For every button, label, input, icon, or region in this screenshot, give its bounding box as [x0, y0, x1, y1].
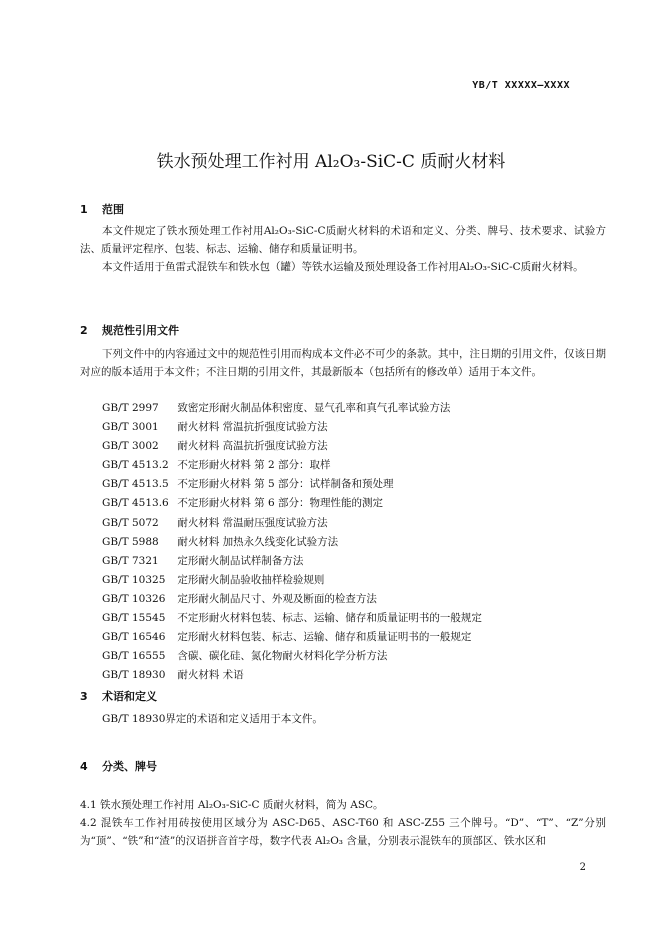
ref-title: 定形耐火制品试样制备方法 — [177, 554, 304, 567]
section-1-heading — [80, 201, 124, 217]
ref-title: 不定形耐火材料 第 6 部分：物理性能的测定 — [177, 497, 384, 510]
list-item — [102, 666, 482, 685]
ref-title: 不定形耐火材料 第 2 部分：取样 — [177, 459, 331, 472]
ref-title: 定形耐火材料包装、标志、运输、储存和质量证明书的一般规定 — [177, 631, 472, 644]
ref-code: GB/T 15545 — [102, 612, 166, 625]
ref-title: 定形耐火制品验收抽样检验规则 — [177, 573, 325, 586]
ref-code: GB/T 5072 — [102, 516, 159, 529]
section-2-heading — [80, 322, 179, 338]
section-2-body — [80, 345, 606, 381]
ref-code: GB/T 16555 — [102, 650, 166, 663]
ref-code: GB/T 4513.5 — [102, 478, 169, 491]
section-number: 2 — [80, 324, 88, 337]
section-3-body — [80, 710, 606, 728]
reference-list — [102, 399, 482, 685]
paragraph: 4.1 铁水预处理工作衬用 Al₂O₃-SiC-C 质耐火材料，简为 ASC。 — [80, 799, 384, 811]
list-item — [102, 552, 482, 571]
list-item — [102, 494, 482, 513]
paragraph: 4.2 混铁车工作衬用砖按使用区域分为 ASC-D65、ASC-T60 和 ASC-Z55 三个牌号。“D”、“T”、“Z”分别为“顶”、“铁”和“渣”的汉语拼音首字母，数字代表 Al₂O₃ 含量，分别表示混铁车的顶部区、铁水区和 — [80, 817, 606, 847]
ref-title: 致密定形耐火制品体积密度、显气孔率和真气孔率试验方法 — [177, 402, 451, 414]
list-item — [102, 609, 482, 628]
section-4-body — [80, 796, 606, 850]
ref-title: 耐火材料 常温抗折强度试验方法 — [177, 421, 328, 434]
section-number: 1 — [80, 203, 88, 216]
list-item — [102, 571, 482, 590]
ref-title: 不定形耐火材料包装、标志、运输、储存和质量证明书的一般规定 — [177, 612, 482, 625]
ref-code: GB/T 3002 — [102, 440, 159, 453]
section-title: 术语和定义 — [102, 690, 157, 703]
list-item — [102, 590, 482, 609]
section-title: 分类、牌号 — [102, 760, 157, 773]
ref-code: GB/T 10326 — [102, 592, 166, 605]
paragraph: GB/T 18930界定的术语和定义适用于本文件。 — [102, 713, 323, 725]
section-3-heading — [80, 688, 157, 704]
page-number: 2 — [579, 862, 586, 873]
document-title: 铁水预处理工作衬用 Al₂O₃-SiC-C 质耐火材料 — [156, 152, 506, 172]
list-item — [102, 647, 482, 666]
ref-title: 耐火材料 加热永久线变化试验方法 — [177, 535, 339, 548]
section-number: 4 — [80, 760, 88, 773]
section-title: 范围 — [102, 203, 124, 216]
ref-title: 定形耐火制品尺寸、外观及断面的检查方法 — [177, 592, 377, 605]
list-item — [102, 475, 482, 494]
ref-code: GB/T 4513.2 — [102, 459, 169, 472]
ref-code: GB/T 16546 — [102, 631, 166, 644]
ref-code: GB/T 2997 — [102, 402, 159, 414]
ref-title: 耐火材料 高温抗折强度试验方法 — [177, 440, 328, 453]
ref-title: 耐火材料 术语 — [177, 669, 244, 682]
ref-code: GB/T 18930 — [102, 669, 166, 682]
ref-title: 含碳、碳化硅、氮化物耐火材料化学分析方法 — [177, 650, 388, 663]
ref-code: GB/T 3001 — [102, 421, 159, 434]
ref-title: 不定形耐火材料 第 5 部分：试样制备和预处理 — [177, 478, 394, 491]
list-item — [102, 456, 482, 475]
ref-code: GB/T 4513.6 — [102, 497, 169, 510]
ref-code: GB/T 10325 — [102, 573, 166, 586]
document-number: YB/T XXXXX—XXXX — [472, 80, 570, 91]
list-item — [102, 514, 482, 533]
paragraph: 本文件规定了铁水预处理工作衬用Al₂O₃-SiC-C质耐火材料的术语和定义、分类、牌号、技术要求、试验方法、质量评定程序、包装、标志、运输、储存和质量证明书。 — [80, 225, 606, 255]
section-4-heading — [80, 758, 157, 774]
section-number: 3 — [80, 690, 88, 703]
list-item — [102, 533, 482, 552]
ref-code: GB/T 5988 — [102, 535, 159, 548]
list-item — [102, 399, 482, 418]
section-title: 规范性引用文件 — [102, 324, 179, 337]
list-item — [102, 437, 482, 456]
section-1-body — [80, 222, 606, 276]
ref-title: 耐火材料 常温耐压强度试验方法 — [177, 516, 328, 529]
paragraph: 本文件适用于鱼雷式混铁车和铁水包（罐）等铁水运输及预处理设备工作衬用Al₂O₃-SiC-C质耐火材料。 — [102, 261, 584, 273]
list-item — [102, 418, 482, 437]
list-item — [102, 628, 482, 647]
ref-code: GB/T 7321 — [102, 554, 159, 567]
paragraph: 下列文件中的内容通过文中的规范性引用而构成本文件必不可少的条款。其中，注日期的引用文件，仅该日期对应的版本适用于本文件；不注日期的引用文件，其最新版本（包括所有的修改单）适用于本文件。 — [80, 348, 606, 378]
